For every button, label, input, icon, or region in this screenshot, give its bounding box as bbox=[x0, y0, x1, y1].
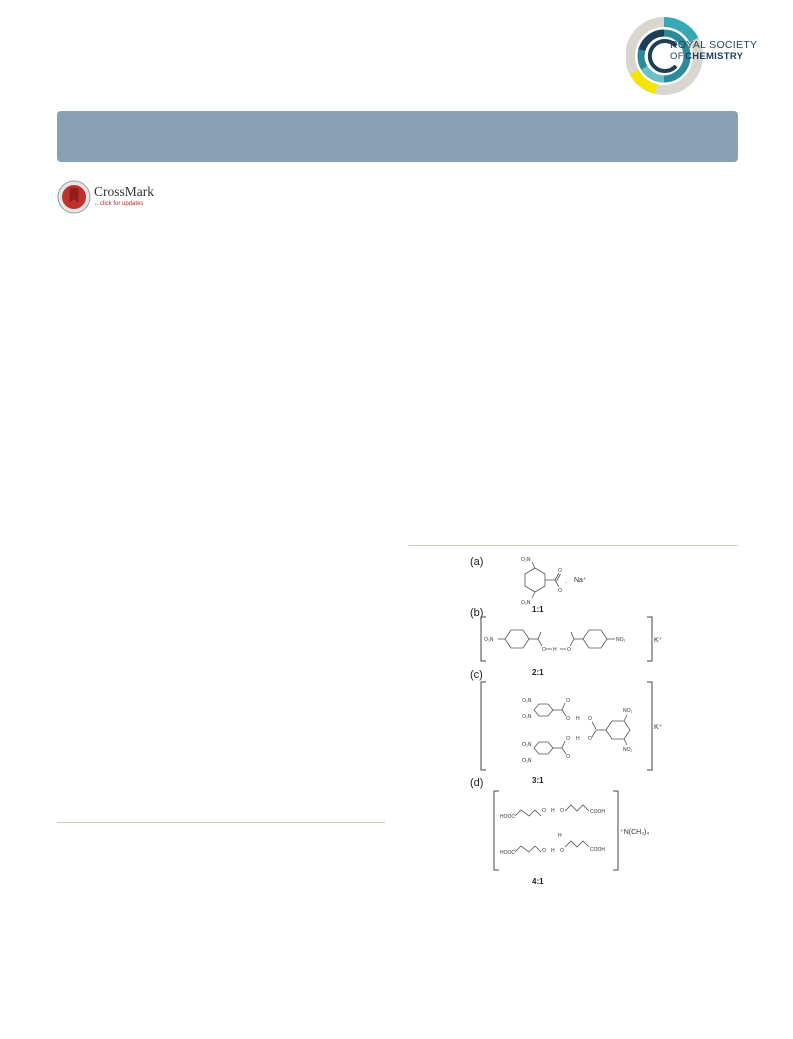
panel-label-c: (c) bbox=[470, 669, 483, 681]
benzene-ring-b1-icon bbox=[505, 630, 529, 648]
hydrogen-d3: H bbox=[551, 848, 555, 854]
oxygen-d1: O bbox=[542, 808, 546, 814]
group-no2-c1: NO₂ bbox=[623, 708, 633, 714]
benzene-ring-c1-icon bbox=[534, 704, 553, 716]
crossmark-subtitle bbox=[94, 201, 143, 207]
oxygen-a2: O bbox=[558, 588, 562, 594]
crossmark-title: CrossMark bbox=[94, 184, 154, 199]
bracket-left-d bbox=[494, 791, 499, 870]
bracket-right-b bbox=[647, 617, 652, 661]
charge-a: - bbox=[565, 580, 567, 586]
oxygen-c5: O bbox=[566, 754, 570, 760]
oxygen-d3: O bbox=[542, 848, 546, 854]
crossmark-badge[interactable] bbox=[57, 180, 167, 214]
panel-label-d: (d) bbox=[470, 777, 484, 789]
counter-ion-d: ⁺N(CH₃)₄ bbox=[620, 829, 650, 836]
group-no2-c2: NO₂ bbox=[623, 747, 633, 753]
benzene-ring-b2-icon bbox=[583, 630, 607, 648]
bracket-right-c bbox=[647, 682, 652, 770]
panel-label-b: (b) bbox=[470, 607, 484, 619]
ratio-a: 1:1 bbox=[532, 605, 544, 614]
group-o2n-a2: O₂N bbox=[521, 600, 531, 606]
ratio-c: 3:1 bbox=[532, 776, 544, 785]
benzene-ring-c3-icon bbox=[606, 721, 630, 739]
header-banner bbox=[57, 111, 738, 162]
crossmark-subtitle-text: click for updates bbox=[100, 201, 144, 207]
group-hooc-d2: HOOC bbox=[500, 850, 515, 856]
group-cooh-d1: COOH bbox=[590, 809, 605, 815]
oxygen-c4: O bbox=[566, 736, 570, 742]
group-o2n-b: O₂N bbox=[484, 637, 494, 643]
publisher-name-line2: OF bbox=[670, 51, 684, 62]
group-hooc-d1: HOOC bbox=[500, 814, 515, 820]
group-o2n-c3: O₂N bbox=[522, 742, 532, 748]
counter-ion-b: K⁺ bbox=[654, 637, 663, 644]
oxygen-c2: O bbox=[566, 716, 570, 722]
structure-b bbox=[484, 630, 663, 653]
group-o2n-a1: O₂N bbox=[521, 557, 531, 563]
figure-scheme bbox=[470, 550, 670, 895]
hydrogen-b: H bbox=[553, 647, 557, 653]
benzene-ring-c2-icon bbox=[534, 742, 553, 754]
oxygen-c1: O bbox=[566, 698, 570, 704]
group-no2-b: NO₂ bbox=[616, 637, 626, 643]
publisher-name-line1: ROYAL SOCIETY bbox=[670, 39, 758, 51]
hydrogen-c1: H bbox=[576, 716, 580, 722]
hydrogen-c2: H bbox=[576, 736, 580, 742]
column-divider-left bbox=[57, 822, 385, 823]
hydrogen-d1: H bbox=[551, 808, 555, 814]
structure-c bbox=[522, 698, 663, 764]
oxygen-b1: O bbox=[542, 647, 546, 653]
rsc-logo bbox=[626, 16, 766, 96]
group-o2n-c2: O₂N bbox=[522, 714, 532, 720]
oxygen-a1: O bbox=[558, 568, 562, 574]
structure-d bbox=[500, 805, 649, 856]
crossmark-icon bbox=[57, 180, 91, 214]
ratio-b: 2:1 bbox=[532, 668, 544, 677]
oxygen-d2: O bbox=[560, 808, 564, 814]
counter-ion-a: Na⁺ bbox=[574, 577, 587, 584]
publisher-name-line3: CHEMISTRY bbox=[685, 51, 744, 62]
column-divider-right bbox=[408, 545, 738, 546]
panel-label-a: (a) bbox=[470, 556, 484, 568]
group-cooh-d2: COOH bbox=[590, 847, 605, 853]
bracket-right-d bbox=[613, 791, 618, 870]
oxygen-c3: O bbox=[588, 716, 592, 722]
group-o2n-c4: O₂N bbox=[522, 758, 532, 764]
oxygen-d4: O bbox=[560, 848, 564, 854]
chemical-structures-figure bbox=[470, 550, 670, 895]
bracket-left-c bbox=[481, 682, 486, 770]
benzene-ring-icon bbox=[525, 568, 545, 592]
counter-ion-c: K⁺ bbox=[654, 724, 663, 731]
oxygen-b2: O bbox=[567, 647, 571, 653]
ratio-d: 4:1 bbox=[532, 877, 544, 886]
group-o2n-c1: O₂N bbox=[522, 698, 532, 704]
structure-a bbox=[521, 557, 587, 606]
hydrogen-d2: H bbox=[558, 833, 562, 839]
oxygen-c6: O bbox=[588, 736, 592, 742]
arrow-left-icon: ← bbox=[94, 201, 100, 207]
